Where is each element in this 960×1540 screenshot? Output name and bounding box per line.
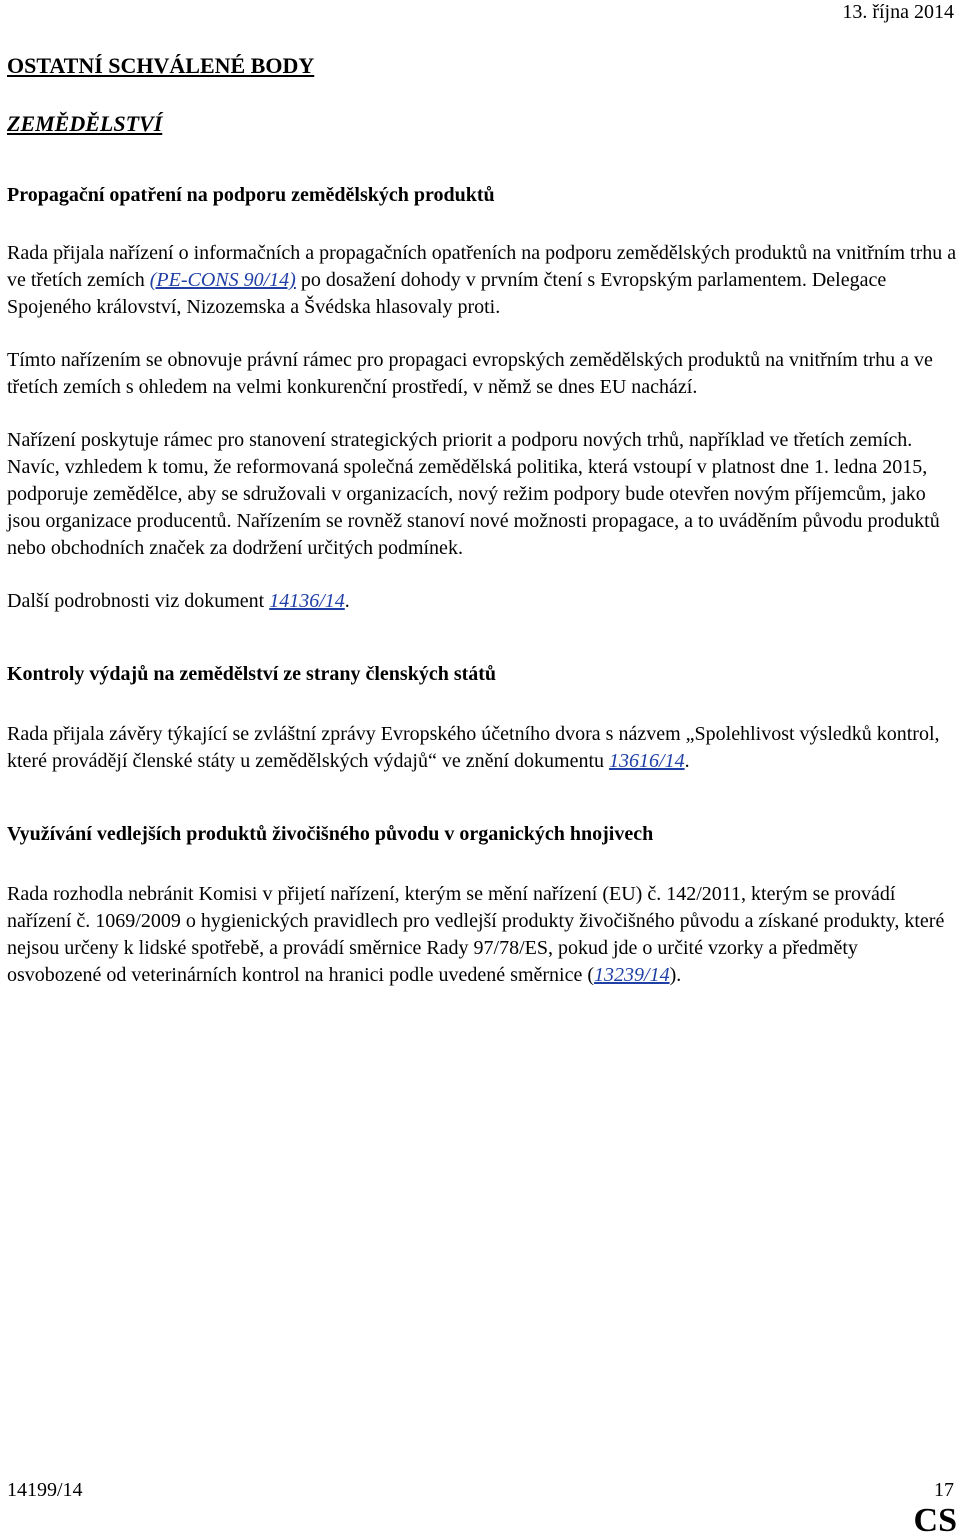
footer-page-number: 17 [934, 1479, 954, 1501]
section-title: OSTATNÍ SCHVÁLENÉ BODY [7, 53, 315, 78]
link-pe-cons[interactable]: (PE-CONS 90/14) [149, 269, 296, 291]
document-body [7, 52, 957, 989]
footer-language-code: CS [913, 1502, 957, 1539]
paragraph-promotion-intro: Rada přijala nařízení o informačních a propagačních opatřeních na podporu zemědělských produktů na vnitřním trhu a ve třetích zemích (PE-CONS 90/14) po dosažení dohody v prvním čtení s Evropským parlamentem. Delegace Spojeného království, Nizozemska a Švédska hlasovaly proti. [7, 242, 957, 318]
paragraph-promotion-priorities: Nařízení poskytuje rámec pro stanovení strategických priorit a podporu nových trhů, například ve třetích zemích. Navíc, vzhledem k tomu, že reformovaná společná zemědělská politika, která vstoupí v platnost dne 1. ledna 2015, podporuje zemědělce, aby se sdružovali v organizacích, nový režim podpory bude otevřen novým příjemcům, jako jsou organizace producentů. Nařízením se rovněž stanoví nové možnosti propagace, a to uváděním původu produktů nebo obchodních značek za dodržení určitých podmínek. [7, 429, 940, 559]
link-14136[interactable]: 14136/14 [269, 590, 345, 612]
item-title-expenditure-controls: Kontroly výdajů na zemědělství ze strany členských států [7, 663, 497, 685]
paragraph-promotion-details: Další podrobnosti viz dokument 14136/14. [7, 590, 350, 612]
item-title-animal-byproducts: Využívání vedlejších produktů živočišného původu v organických hnojivech [7, 823, 654, 845]
footer-doc-number: 14199/14 [7, 1479, 83, 1501]
header-date: 13. října 2014 [842, 1, 954, 23]
link-13616[interactable]: 13616/14 [609, 750, 685, 772]
paragraph-expenditure-controls: Rada přijala závěry týkající se zvláštní zprávy Evropského účetního dvora s názvem „Spolehlivost výsledků kontrol, které provádějí členské státy u zemědělských výdajů“ ve znění dokumentu 13616/14. [7, 723, 940, 772]
item-title-promotion: Propagační opatření na podporu zemědělských produktů [7, 184, 495, 206]
paragraph-animal-byproducts: Rada rozhodla nebránit Komisi v přijetí nařízení, kterým se mění nařízení (EU) č. 142/2011, kterým se provádí nařízení č. 1069/2009 o hygienických pravidlech pro vedlejší produkty živočišného původu a získané produkty, které nejsou určeny k lidské spotřebě, a provádí směrnice Rady 97/78/ES, pokud jde o určité vzorky a předměty osvobozené od veterinárních kontrol na hranici podle uvedené směrnice (13239/14). [7, 883, 945, 986]
paragraph-promotion-framework: Tímto nařízením se obnovuje právní rámec pro propagaci evropských zemědělských produktů na vnitřním trhu a ve třetích zemích s ohledem na velmi konkurenční prostředí, v němž se dnes EU nachází. [7, 349, 933, 398]
subsection-title: ZEMĚDĚLSTVÍ [7, 111, 163, 136]
link-13239[interactable]: 13239/14 [594, 964, 670, 986]
